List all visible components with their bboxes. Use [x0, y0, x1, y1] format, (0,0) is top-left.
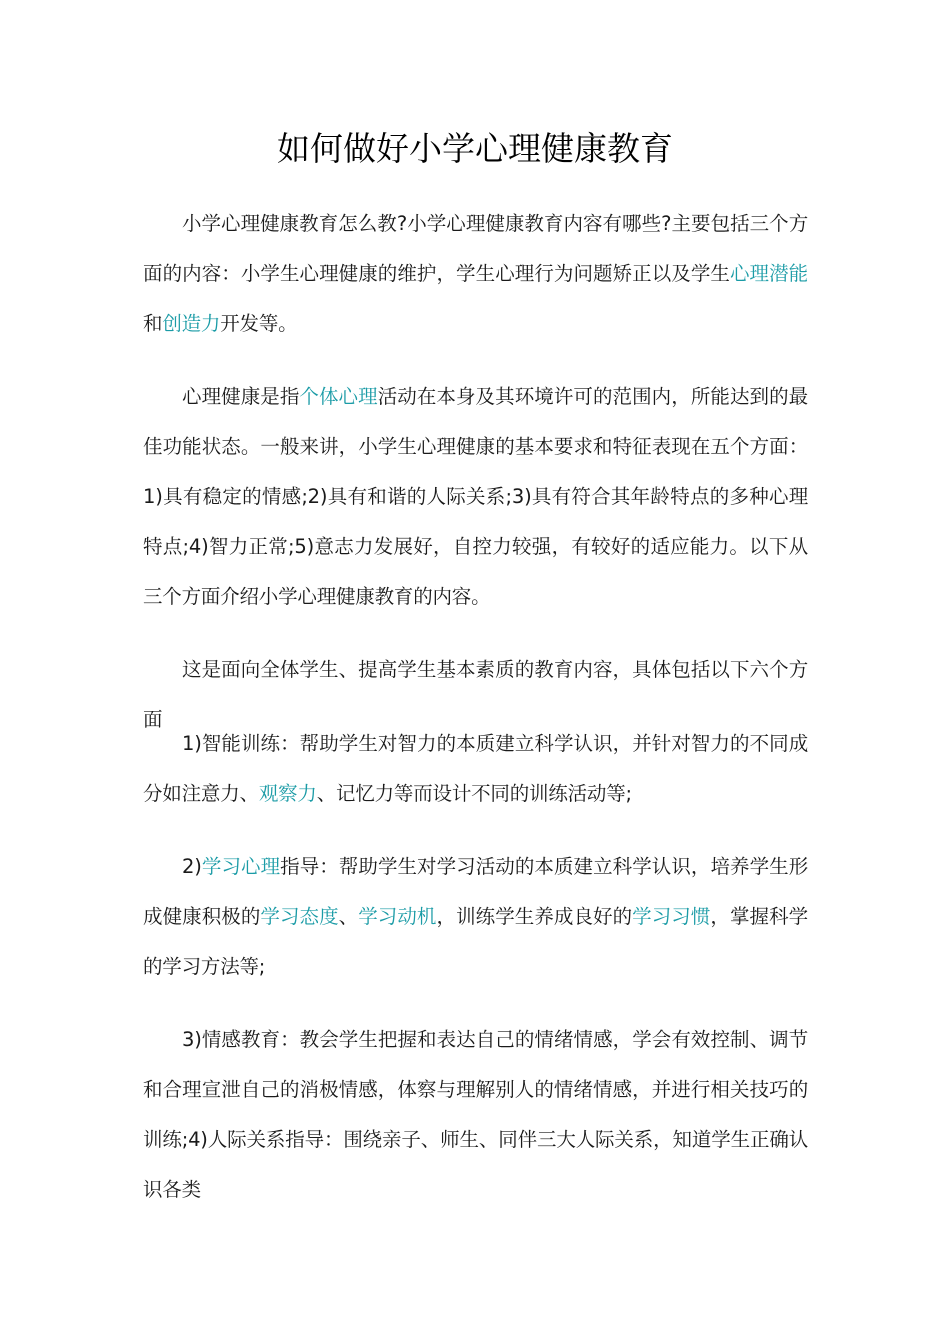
paragraph-text: 和: [143, 312, 163, 335]
keyword-link[interactable]: 创造力: [162, 312, 221, 335]
paragraph-text: 、记忆力等而设计不同的训练活动等;: [316, 782, 632, 805]
keyword-link[interactable]: 个体心理: [299, 385, 378, 408]
paragraph-learning-guidance: [143, 842, 808, 992]
paragraph-text: 活动在本身及其环境许可的范围内，所能达到的最佳功能状态。一般来讲，小学生心理健康的基本要求和特征表现在五个方面：1)具有稳定的情感;2)具有和谐的人际关系;3)具有符合其年龄特点的多种心理特点;4)智力正常;5)意志力发展好，自控力较强，有较好的适应能力。以下从三个方面介绍小学心理健康教育的内容。: [143, 385, 808, 608]
paragraph-text: 指导：帮助学生对学习活动的本质建立科学认识，培养学生形成健康积极的: [143, 855, 809, 928]
document-title: 如何做好小学心理健康教育: [277, 129, 673, 168]
paragraph-text: 这是面向全体学生、提高学生基本素质的教育内容，具体包括以下六个方面: [143, 658, 808, 731]
keyword-link[interactable]: 观察力: [258, 782, 317, 805]
keyword-link[interactable]: 学习态度: [260, 905, 339, 928]
paragraph-text: 、: [338, 905, 359, 928]
paragraph-text: 心理健康是指: [182, 385, 300, 408]
keyword-link[interactable]: 学习动机: [358, 905, 437, 928]
paragraph-text: 3)情感教育：教会学生把握和表达自己的情绪情感，学会有效控制、调节和合理宣泄自己的消极情感，体察与理解别人的情绪情感，并进行相关技巧的训练;4)人际关系指导：围绕亲子、师生、同伴三大人际关系，知道学生正确认识各类: [143, 1028, 808, 1201]
paragraph-text: 1)智能训练：帮助学生对智力的本质建立科学认识，并针对智力的不同成分如注意力、: [143, 732, 808, 805]
paragraph-text: ，训练学生养成良好的: [436, 905, 633, 928]
paragraph-definition: [143, 372, 808, 622]
paragraph-emotion-education: [143, 1015, 808, 1215]
paragraph-text: 小学心理健康教育怎么教?小学心理健康教育内容有哪些?主要包括三个方面的内容：小学生心理健康的维护，学生心理行为问题矫正以及学生: [143, 212, 808, 285]
keyword-link[interactable]: 学习习惯: [632, 905, 711, 928]
paragraph-text: ，掌握科学的学习方法等;: [143, 905, 808, 978]
paragraph-intro: [143, 199, 808, 349]
paragraph-text: 开发等。: [220, 312, 298, 335]
keyword-link[interactable]: 学习心理: [201, 855, 281, 878]
paragraph-text: 2): [182, 855, 202, 878]
keyword-link[interactable]: 心理潜能: [729, 262, 808, 285]
paragraph-intelligence-training: [143, 719, 808, 819]
